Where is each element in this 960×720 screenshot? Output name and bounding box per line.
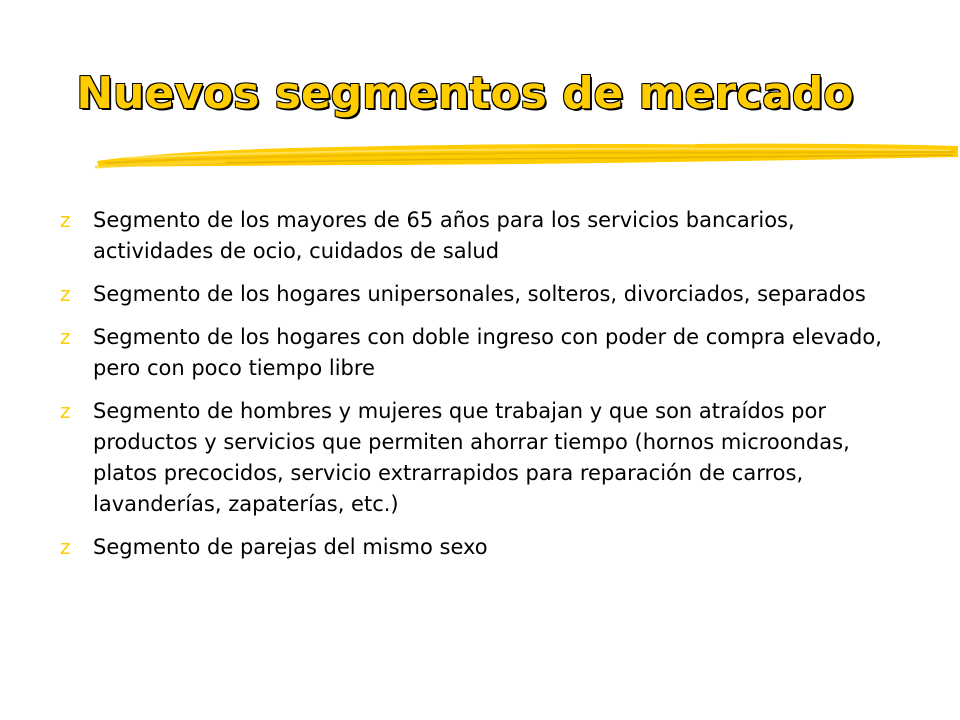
- brush-stroke-underline: [95, 133, 960, 175]
- bullet-icon: z: [60, 282, 71, 306]
- bullet-text: Segmento de los hogares con doble ingreso con poder de compra elevado, pero con poco tiempo libre: [93, 325, 882, 380]
- list-item: [60, 396, 920, 520]
- bullet-text: Segmento de parejas del mismo sexo: [93, 535, 488, 559]
- list-item: [60, 279, 920, 310]
- list-item: [60, 205, 920, 267]
- slide-title: Nuevos segmentos de mercado: [76, 68, 854, 119]
- list-item: [60, 322, 920, 384]
- bullet-text: Segmento de los mayores de 65 años para los servicios bancarios, actividades de ocio, cuidados de salud: [93, 208, 795, 263]
- bullet-icon: z: [60, 399, 71, 423]
- bullet-icon: z: [60, 208, 71, 232]
- bullet-list: [60, 205, 920, 575]
- bullet-icon: z: [60, 325, 71, 349]
- bullet-text: Segmento de los hogares unipersonales, solteros, divorciados, separados: [93, 282, 866, 306]
- bullet-text: Segmento de hombres y mujeres que trabajan y que son atraídos por productos y servicios que permiten ahorrar tiempo (hornos microondas, platos precocidos, servicio extrarrapidos para reparación de carros, lavanderías, zapaterías, etc.): [93, 399, 850, 516]
- bullet-icon: z: [60, 535, 71, 559]
- list-item: [60, 532, 920, 563]
